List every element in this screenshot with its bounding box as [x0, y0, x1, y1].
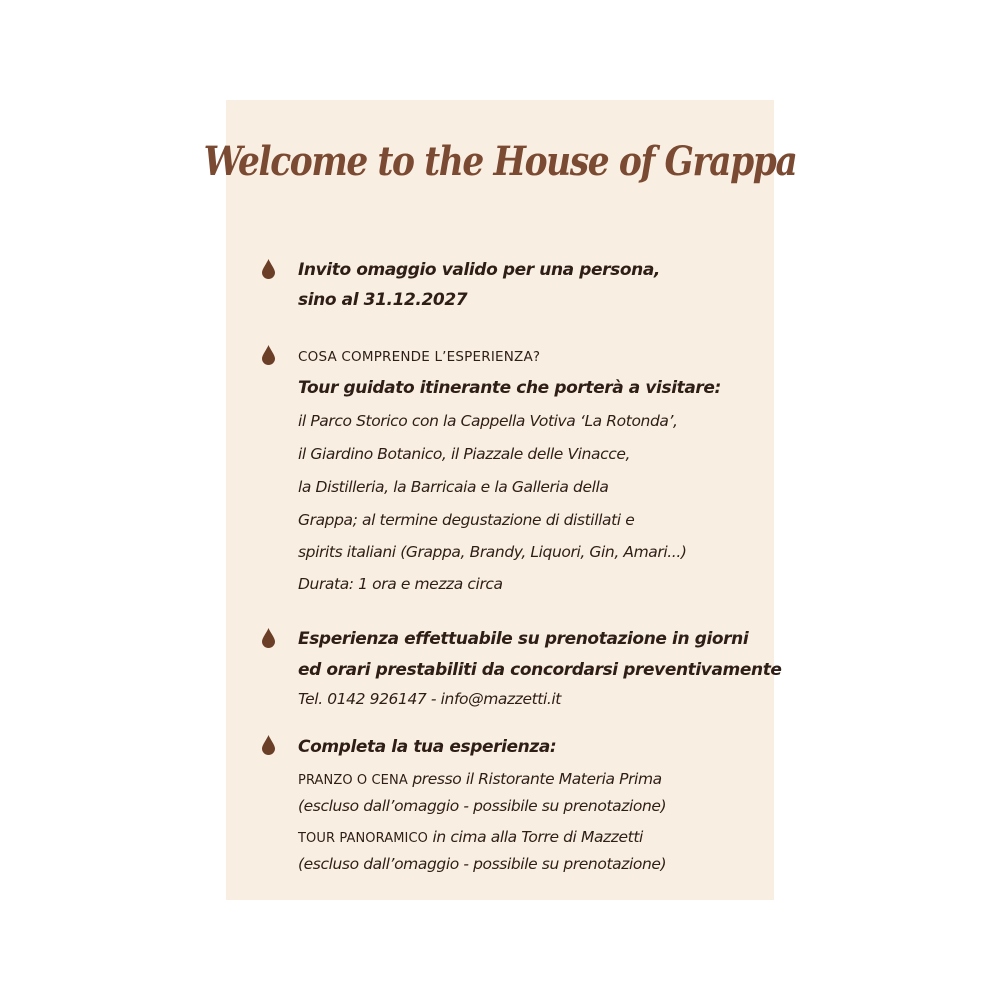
drop-icon: [262, 345, 275, 365]
restaurant-note: (escluso dall’omaggio - possibile su prenotazione): [298, 797, 667, 815]
drop-icon: [262, 735, 275, 755]
drop-icon: [262, 628, 275, 648]
contact-line: Tel. 0142 926147 - info@mazzetti.it: [298, 690, 561, 708]
tour-line-5: spirits italiani (Grappa, Brandy, Liquori, Gin, Amari...): [298, 543, 687, 561]
tour-line-1: il Parco Storico con la Cappella Votiva ‘La Rotonda’,: [298, 412, 678, 430]
panoramic-note: (escluso dall’omaggio - possibile su prenotazione): [298, 855, 667, 873]
invite-line-1: Invito omaggio valido per una persona,: [298, 260, 660, 280]
booking-line-2: ed orari prestabiliti da concordarsi preventivamente: [298, 660, 782, 680]
restaurant-line: [298, 770, 662, 788]
card-title: Welcome to the House of Grappa: [203, 138, 797, 185]
complete-heading: Completa la tua esperienza:: [298, 737, 557, 757]
restaurant-rest: presso il Ristorante Materia Prima: [407, 770, 662, 788]
tour-line-4: Grappa; al termine degustazione di distillati e: [298, 511, 635, 529]
drop-icon: [262, 259, 275, 279]
booking-line-1: Esperienza effettuabile su prenotazione in giorni: [298, 629, 749, 649]
invite-line-2: sino al 31.12.2027: [298, 290, 468, 310]
panoramic-caps: TOUR PANORAMICO: [298, 831, 428, 846]
experience-heading: COSA COMPRENDE L’ESPERIENZA?: [298, 349, 541, 365]
restaurant-caps: PRANZO O CENA: [298, 773, 408, 788]
tour-line-2: il Giardino Botanico, il Piazzale delle Vinacce,: [298, 445, 631, 463]
tour-duration: Durata: 1 ora e mezza circa: [298, 575, 503, 593]
tour-subheading: Tour guidato itinerante che porterà a visitare:: [298, 378, 721, 398]
panoramic-rest: in cima alla Torre di Mazzetti: [427, 828, 643, 846]
panoramic-line: [298, 828, 643, 846]
tour-line-3: la Distilleria, la Barricaia e la Galleria della: [298, 478, 609, 496]
